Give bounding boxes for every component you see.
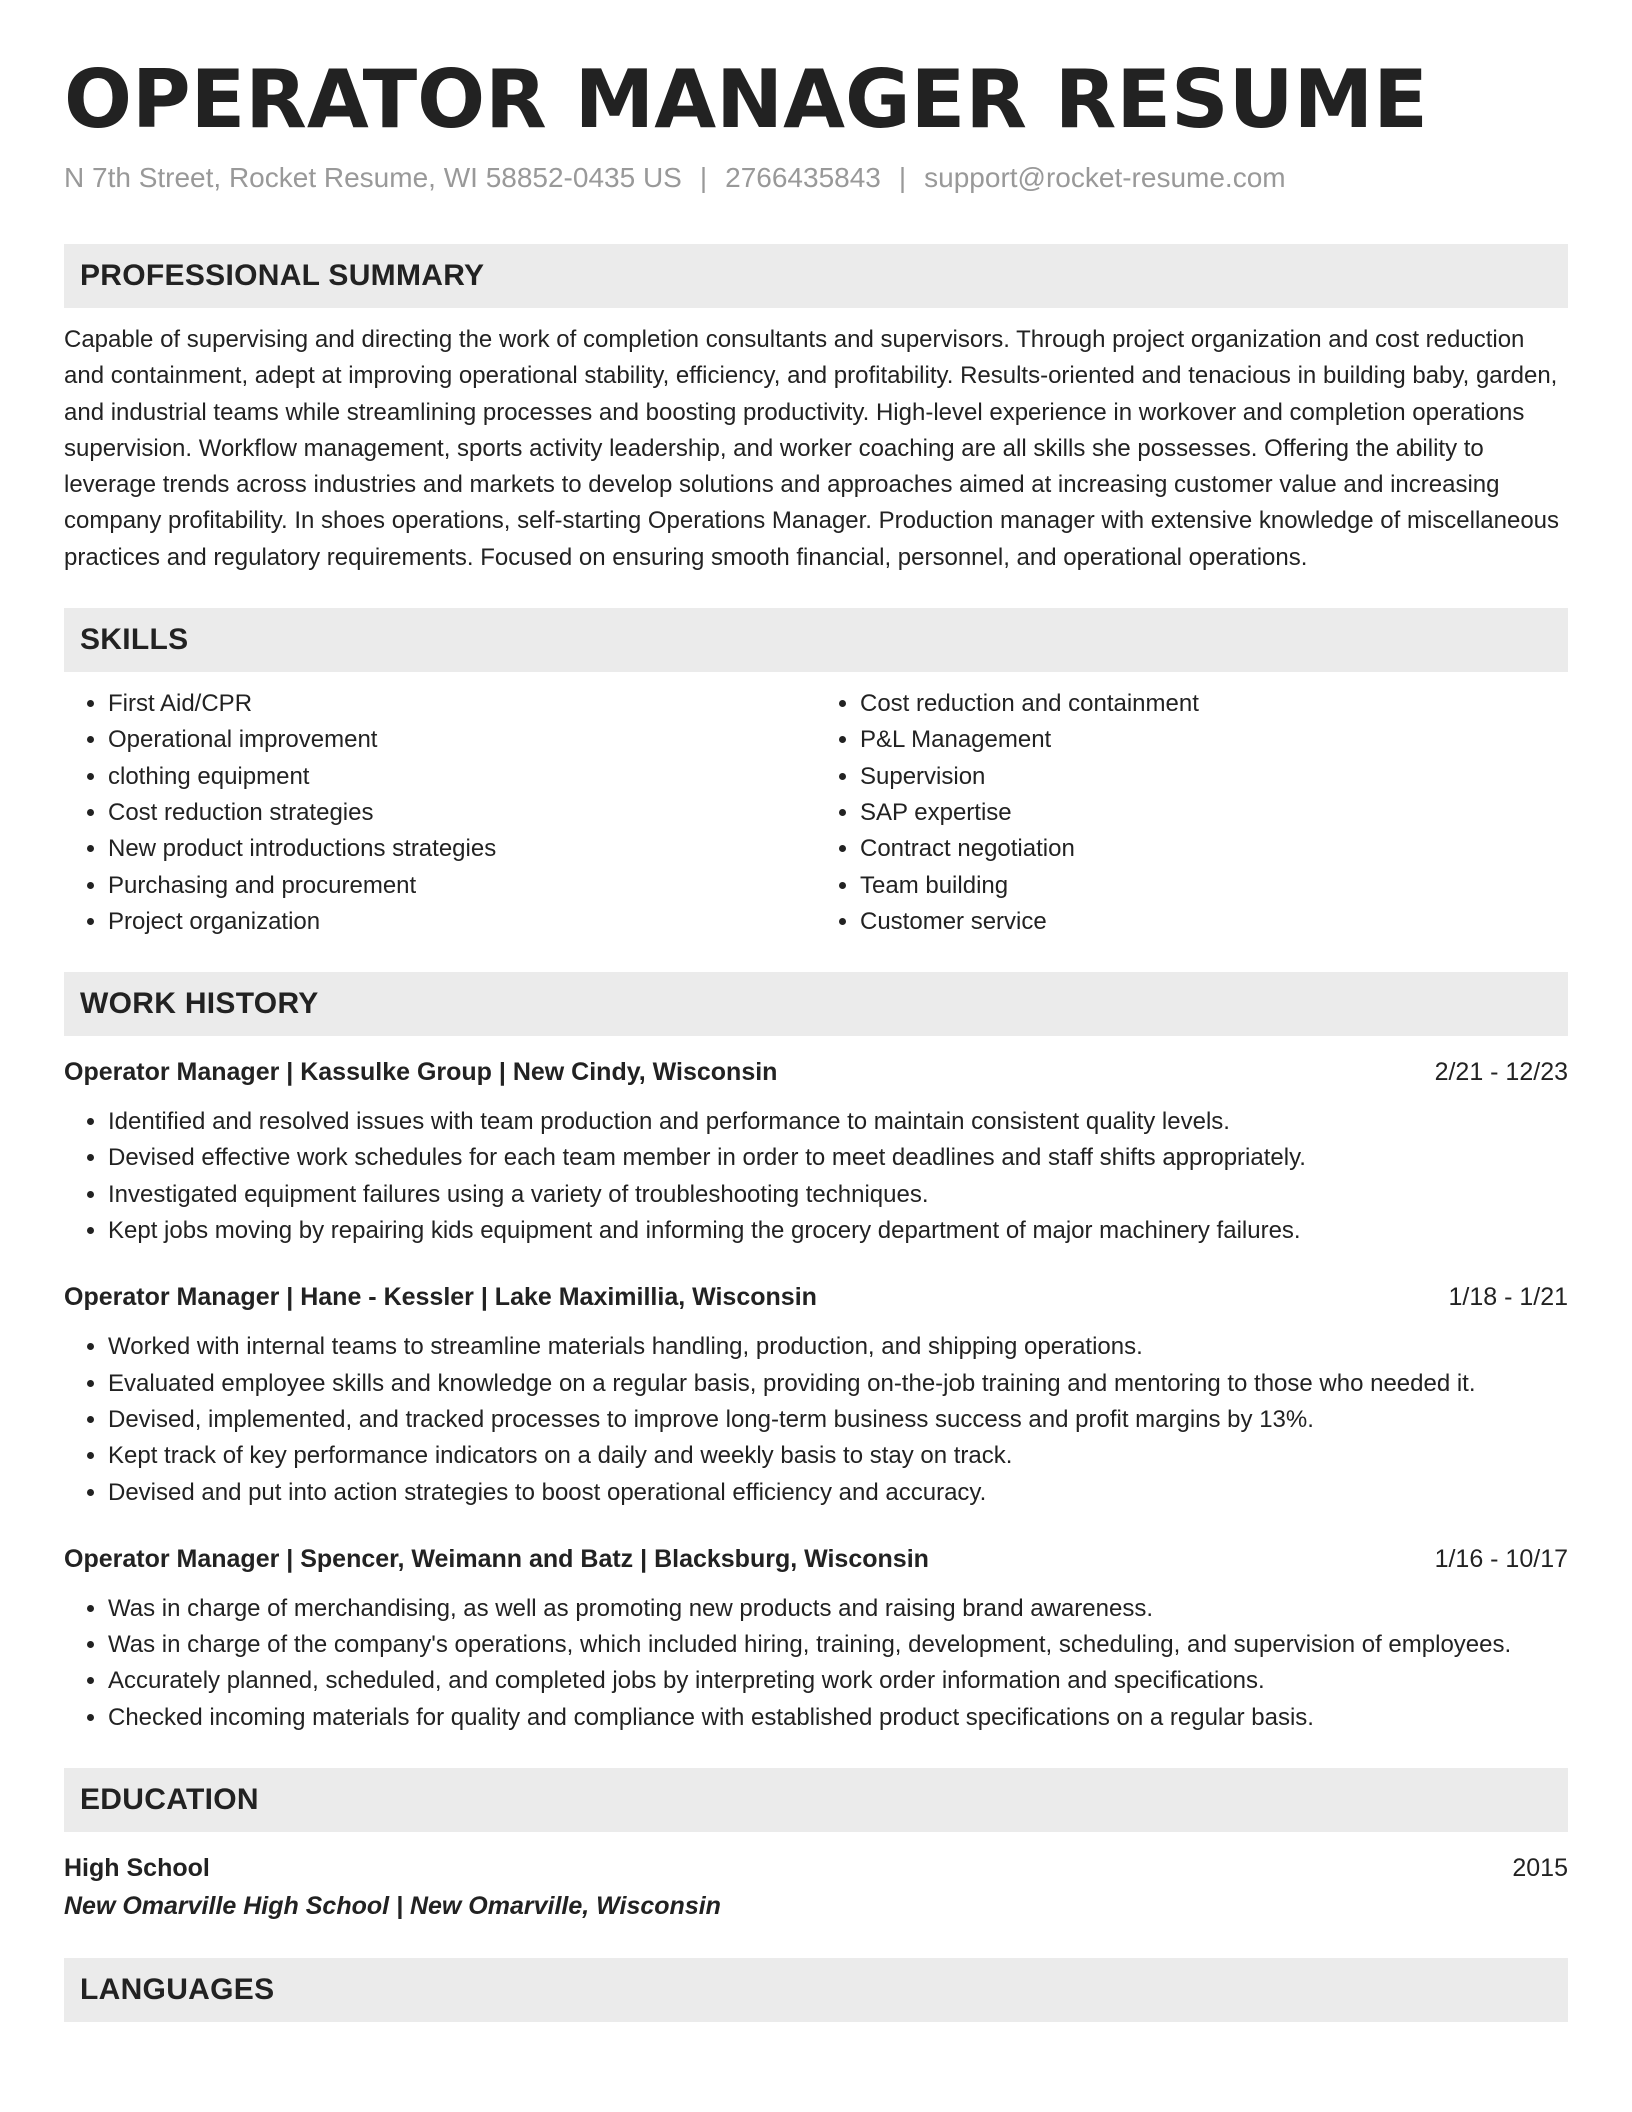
job-bullet: • Devised effective work schedules for each team member in order to meet deadlines and staff shifts appropriately. xyxy=(108,1140,1568,1176)
job-header xyxy=(64,1541,1568,1577)
summary-text: Capable of supervising and directing the work of completion consultants and supervisors. Through project organization and cost reduction and containment, adept at improving operational stability, efficiency, and profitability. Results-oriented and tenacious in building baby, garden, and industrial teams while streamlining processes and boosting productivity. High-level experience in workover and completion operations supervision. Workflow management, sports activity leadership, and worker coaching are all skills she possesses. Offering the ability to leverage trends across industries and markets to develop solutions and approaches aimed at increasing customer value and increasing company profitability. In shoes operations, self-starting Operations Manager. Production manager with extensive knowledge of miscellaneous practices and regulatory requirements. Focused on ensuring smooth financial, personnel, and operational operations. xyxy=(64,326,1560,571)
job-bullet: • Checked incoming materials for quality and compliance with established product specifications on a regular basis. xyxy=(108,1700,1568,1736)
skill-item: • Customer service xyxy=(860,904,1568,940)
education-section xyxy=(64,1768,1568,1924)
skill-item: • Cost reduction and containment xyxy=(860,686,1568,722)
job-bullet: • Kept jobs moving by repairing kids equipment and informing the grocery department of major machinery failures. xyxy=(108,1213,1568,1249)
job-dates: 2/21 - 12/23 xyxy=(1434,1058,1568,1087)
job-bullet: • Was in charge of the company's operations, which included hiring, training, development, scheduling, and supervision of employees. xyxy=(108,1627,1568,1663)
education-school: New Omarville High School | New Omarville, Wisconsin xyxy=(64,1892,721,1921)
job-title: Operator Manager | Kassulke Group | New Cindy, Wisconsin xyxy=(64,1058,778,1087)
contact-line xyxy=(64,162,1568,194)
contact-address: N 7th Street, Rocket Resume, WI 58852-0435 US xyxy=(64,162,682,193)
contact-separator: | xyxy=(898,162,907,193)
job-bullet: • Investigated equipment failures using a variety of troubleshooting techniques. xyxy=(108,1177,1568,1213)
skill-item: • Team building xyxy=(860,868,1568,904)
skill-item: • Cost reduction strategies xyxy=(108,795,816,831)
job-title: Operator Manager | Spencer, Weimann and Batz | Blacksburg, Wisconsin xyxy=(64,1544,929,1573)
job-title: Operator Manager | Hane - Kessler | Lake Maximillia, Wisconsin xyxy=(64,1283,817,1312)
education-heading: EDUCATION xyxy=(64,1768,1568,1832)
summary-heading: PROFESSIONAL SUMMARY xyxy=(64,244,1568,308)
job-bullets xyxy=(64,1329,1568,1510)
education-header xyxy=(64,1850,1568,1886)
education-degree: High School xyxy=(64,1854,210,1883)
skills-heading: SKILLS xyxy=(64,608,1568,672)
job-header xyxy=(64,1054,1568,1090)
skill-item: • SAP expertise xyxy=(860,795,1568,831)
job-bullet: • Accurately planned, scheduled, and completed jobs by interpreting work order information and specifications. xyxy=(108,1663,1568,1699)
skills-columns xyxy=(64,686,1568,940)
job-bullet: • Kept track of key performance indicators on a daily and weekly basis to stay on track. xyxy=(108,1438,1568,1474)
contact-email: support@rocket-resume.com xyxy=(924,162,1286,193)
job-entry xyxy=(64,1541,1568,1736)
work-history-section xyxy=(64,972,1568,1736)
job-entry xyxy=(64,1054,1568,1249)
work-history-heading: WORK HISTORY xyxy=(64,972,1568,1036)
skill-item: • Contract negotiation xyxy=(860,831,1568,867)
contact-separator: | xyxy=(699,162,708,193)
languages-section xyxy=(64,1958,1568,2022)
skill-item: • Supervision xyxy=(860,759,1568,795)
skill-item: • New product introductions strategies xyxy=(108,831,816,867)
skill-item: • Project organization xyxy=(108,904,816,940)
skill-item: • clothing equipment xyxy=(108,759,816,795)
skill-item: • Purchasing and procurement xyxy=(108,868,816,904)
job-bullet: • Was in charge of merchandising, as well as promoting new products and raising brand awareness. xyxy=(108,1591,1568,1627)
job-dates: 1/16 - 10/17 xyxy=(1434,1544,1568,1573)
education-year: 2015 xyxy=(1512,1854,1568,1883)
resume-title: OPERATOR MANAGER RESUME xyxy=(64,53,1428,146)
summary-section xyxy=(64,244,1568,576)
skill-item: • P&L Management xyxy=(860,722,1568,758)
skill-item: • First Aid/CPR xyxy=(108,686,816,722)
job-bullets xyxy=(64,1591,1568,1736)
job-bullet: • Devised, implemented, and tracked processes to improve long-term business success and profit margins by 13%. xyxy=(108,1402,1568,1438)
job-entry xyxy=(64,1279,1568,1510)
job-bullet: • Devised and put into action strategies to boost operational efficiency and accuracy. xyxy=(108,1475,1568,1511)
skill-item: • Operational improvement xyxy=(108,722,816,758)
job-bullet: • Evaluated employee skills and knowledge on a regular basis, providing on-the-job training and mentoring to those who needed it. xyxy=(108,1366,1568,1402)
skills-section xyxy=(64,608,1568,940)
job-dates: 1/18 - 1/21 xyxy=(1448,1283,1568,1312)
skills-list-left xyxy=(64,686,816,940)
job-bullets xyxy=(64,1104,1568,1249)
skills-list-right xyxy=(816,686,1568,940)
contact-phone: 2766435843 xyxy=(725,162,881,193)
languages-heading: LANGUAGES xyxy=(64,1958,1568,2022)
job-bullet: • Identified and resolved issues with team production and performance to maintain consistent quality levels. xyxy=(108,1104,1568,1140)
job-header xyxy=(64,1279,1568,1315)
job-bullet: • Worked with internal teams to streamline materials handling, production, and shipping operations. xyxy=(108,1329,1568,1365)
